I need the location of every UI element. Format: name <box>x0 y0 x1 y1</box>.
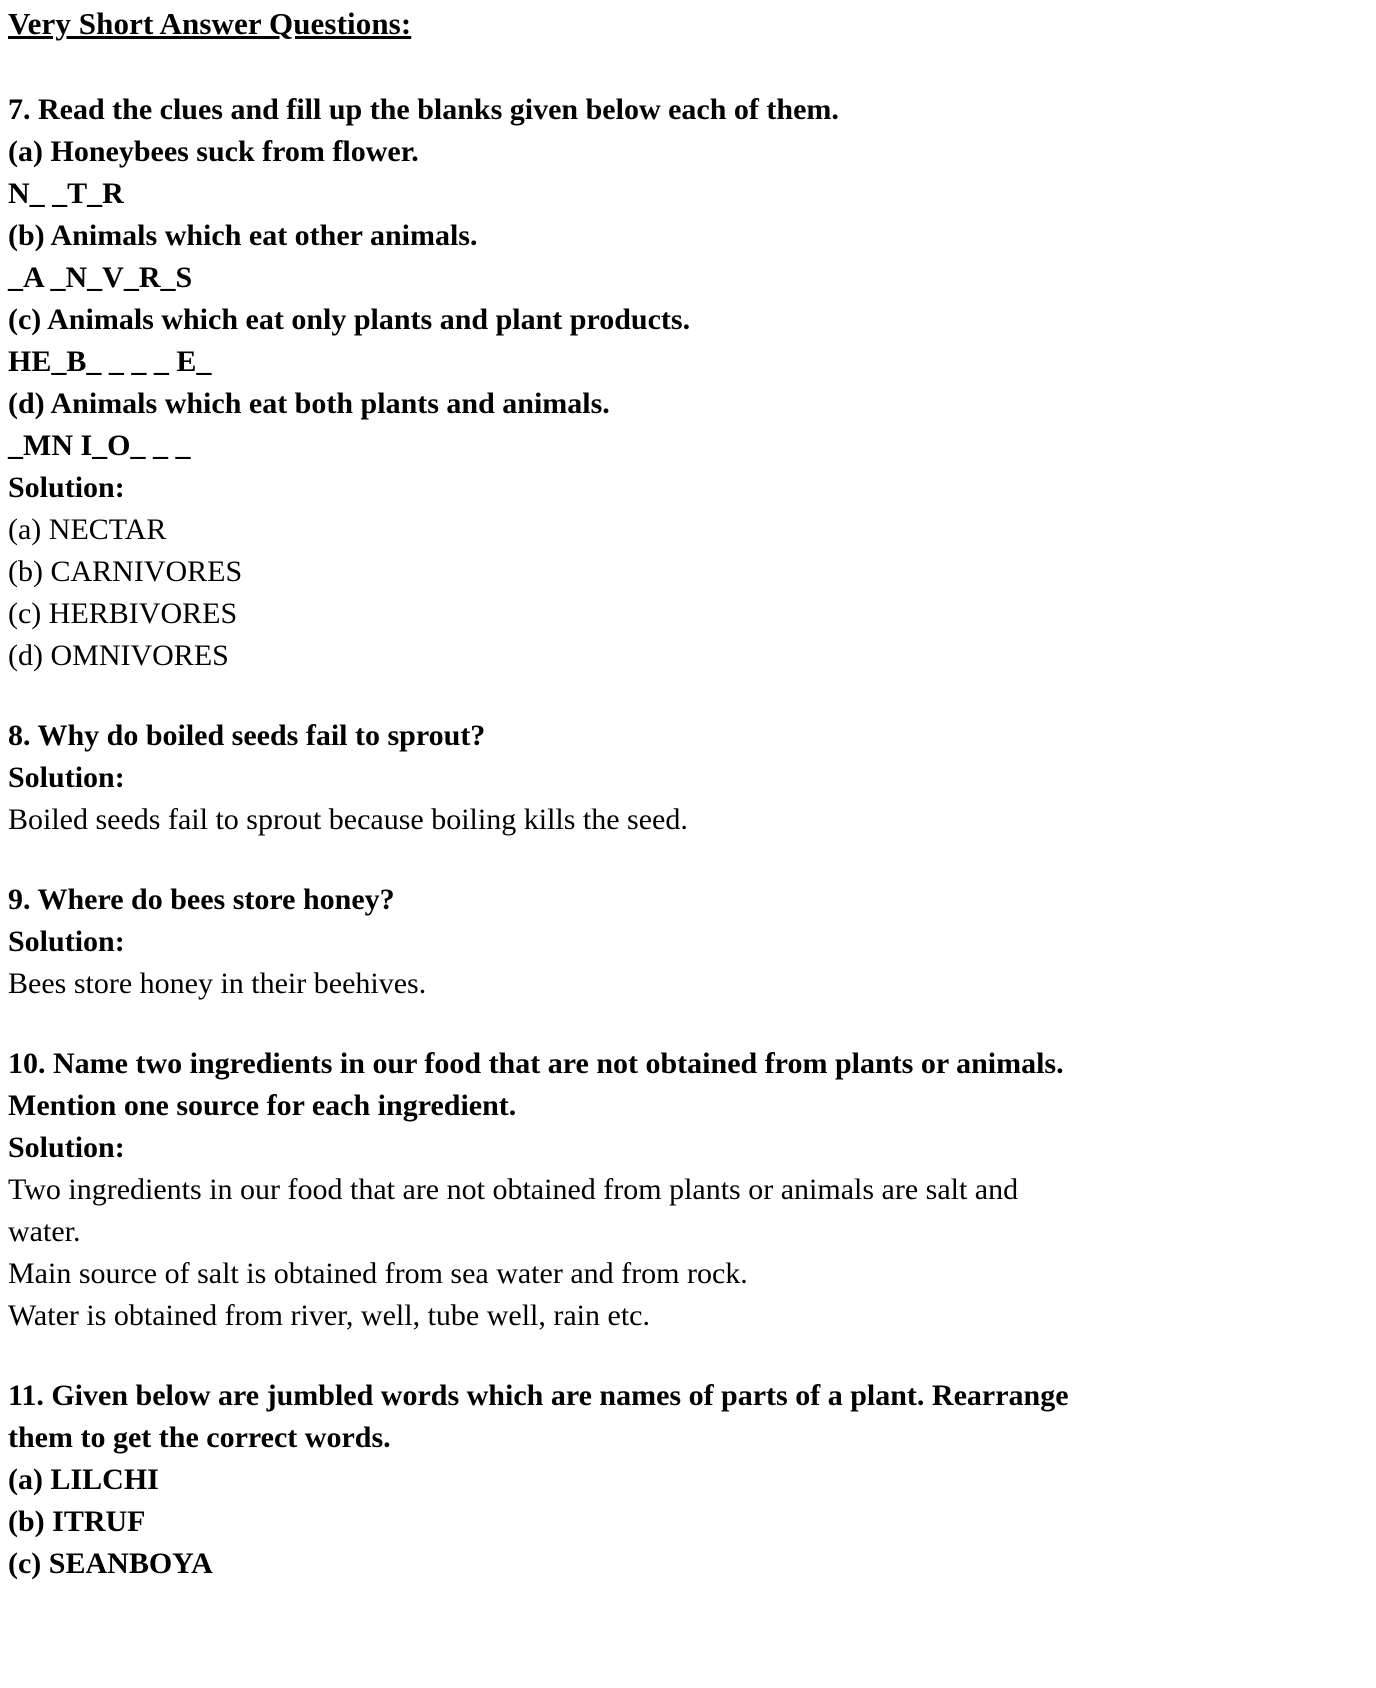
clue-prompt-b: (b) Animals which eat other animals. <box>8 218 478 252</box>
solution-label: Solution: <box>8 760 125 794</box>
spacer <box>8 51 1368 89</box>
solution-line: water. <box>8 1214 81 1248</box>
jumbled-word-b: (b) ITRUF <box>8 1504 146 1538</box>
solution-line: Water is obtained from river, well, tube well, rain etc. <box>8 1298 650 1332</box>
solution-label: Solution: <box>8 1130 125 1164</box>
clue-blank-c: HE_B_ _ _ _ E_ <box>8 344 212 378</box>
question-text: 9. Where do bees store honey? <box>8 882 395 916</box>
spacer <box>8 1337 1368 1375</box>
solution-line: (d) OMNIVORES <box>8 638 229 672</box>
question-block-7 <box>8 89 1368 677</box>
solution-line: Two ingredients in our food that are not obtained from plants or animals are salt and <box>8 1172 1019 1206</box>
question-block-9 <box>8 879 1368 1005</box>
solution-line: Main source of salt is obtained from sea water and from rock. <box>8 1256 748 1290</box>
jumbled-word-c: (c) SEANBOYA <box>8 1546 213 1580</box>
question-text-continued: them to get the correct words. <box>8 1420 391 1454</box>
section-heading: Very Short Answer Questions: <box>8 6 412 41</box>
spacer <box>8 1005 1368 1043</box>
spacer <box>8 677 1368 715</box>
question-text-continued: Mention one source for each ingredient. <box>8 1088 517 1122</box>
jumbled-word-a: (a) LILCHI <box>8 1462 159 1496</box>
question-text: 8. Why do boiled seeds fail to sprout? <box>8 718 486 752</box>
question-text: 10. Name two ingredients in our food that are not obtained from plants or animals. <box>8 1046 1064 1080</box>
solution-line: (b) CARNIVORES <box>8 554 243 588</box>
clue-blank-a: N_ _T_R <box>8 176 124 210</box>
solution-line: Boiled seeds fail to sprout because boiling kills the seed. <box>8 802 688 836</box>
question-block-10 <box>8 1043 1368 1337</box>
spacer <box>8 841 1368 879</box>
question-block-8 <box>8 715 1368 841</box>
clue-prompt-c: (c) Animals which eat only plants and plant products. <box>8 302 691 336</box>
question-block-11 <box>8 1375 1368 1585</box>
solution-label: Solution: <box>8 470 125 504</box>
question-text: 11. Given below are jumbled words which are names of parts of a plant. Rearrange <box>8 1378 1069 1412</box>
clue-prompt-d: (d) Animals which eat both plants and animals. <box>8 386 610 420</box>
solution-line: (c) HERBIVORES <box>8 596 238 630</box>
clue-prompt-a: (a) Honeybees suck from flower. <box>8 134 419 168</box>
clue-blank-d: _MN I_O_ _ _ <box>8 428 191 462</box>
solution-line: Bees store honey in their beehives. <box>8 966 427 1000</box>
clue-blank-b: _A _N_V_R_S <box>8 260 193 294</box>
solution-line: (a) NECTAR <box>8 512 167 546</box>
question-text: 7. Read the clues and fill up the blanks given below each of them. <box>8 92 839 126</box>
solution-label: Solution: <box>8 924 125 958</box>
